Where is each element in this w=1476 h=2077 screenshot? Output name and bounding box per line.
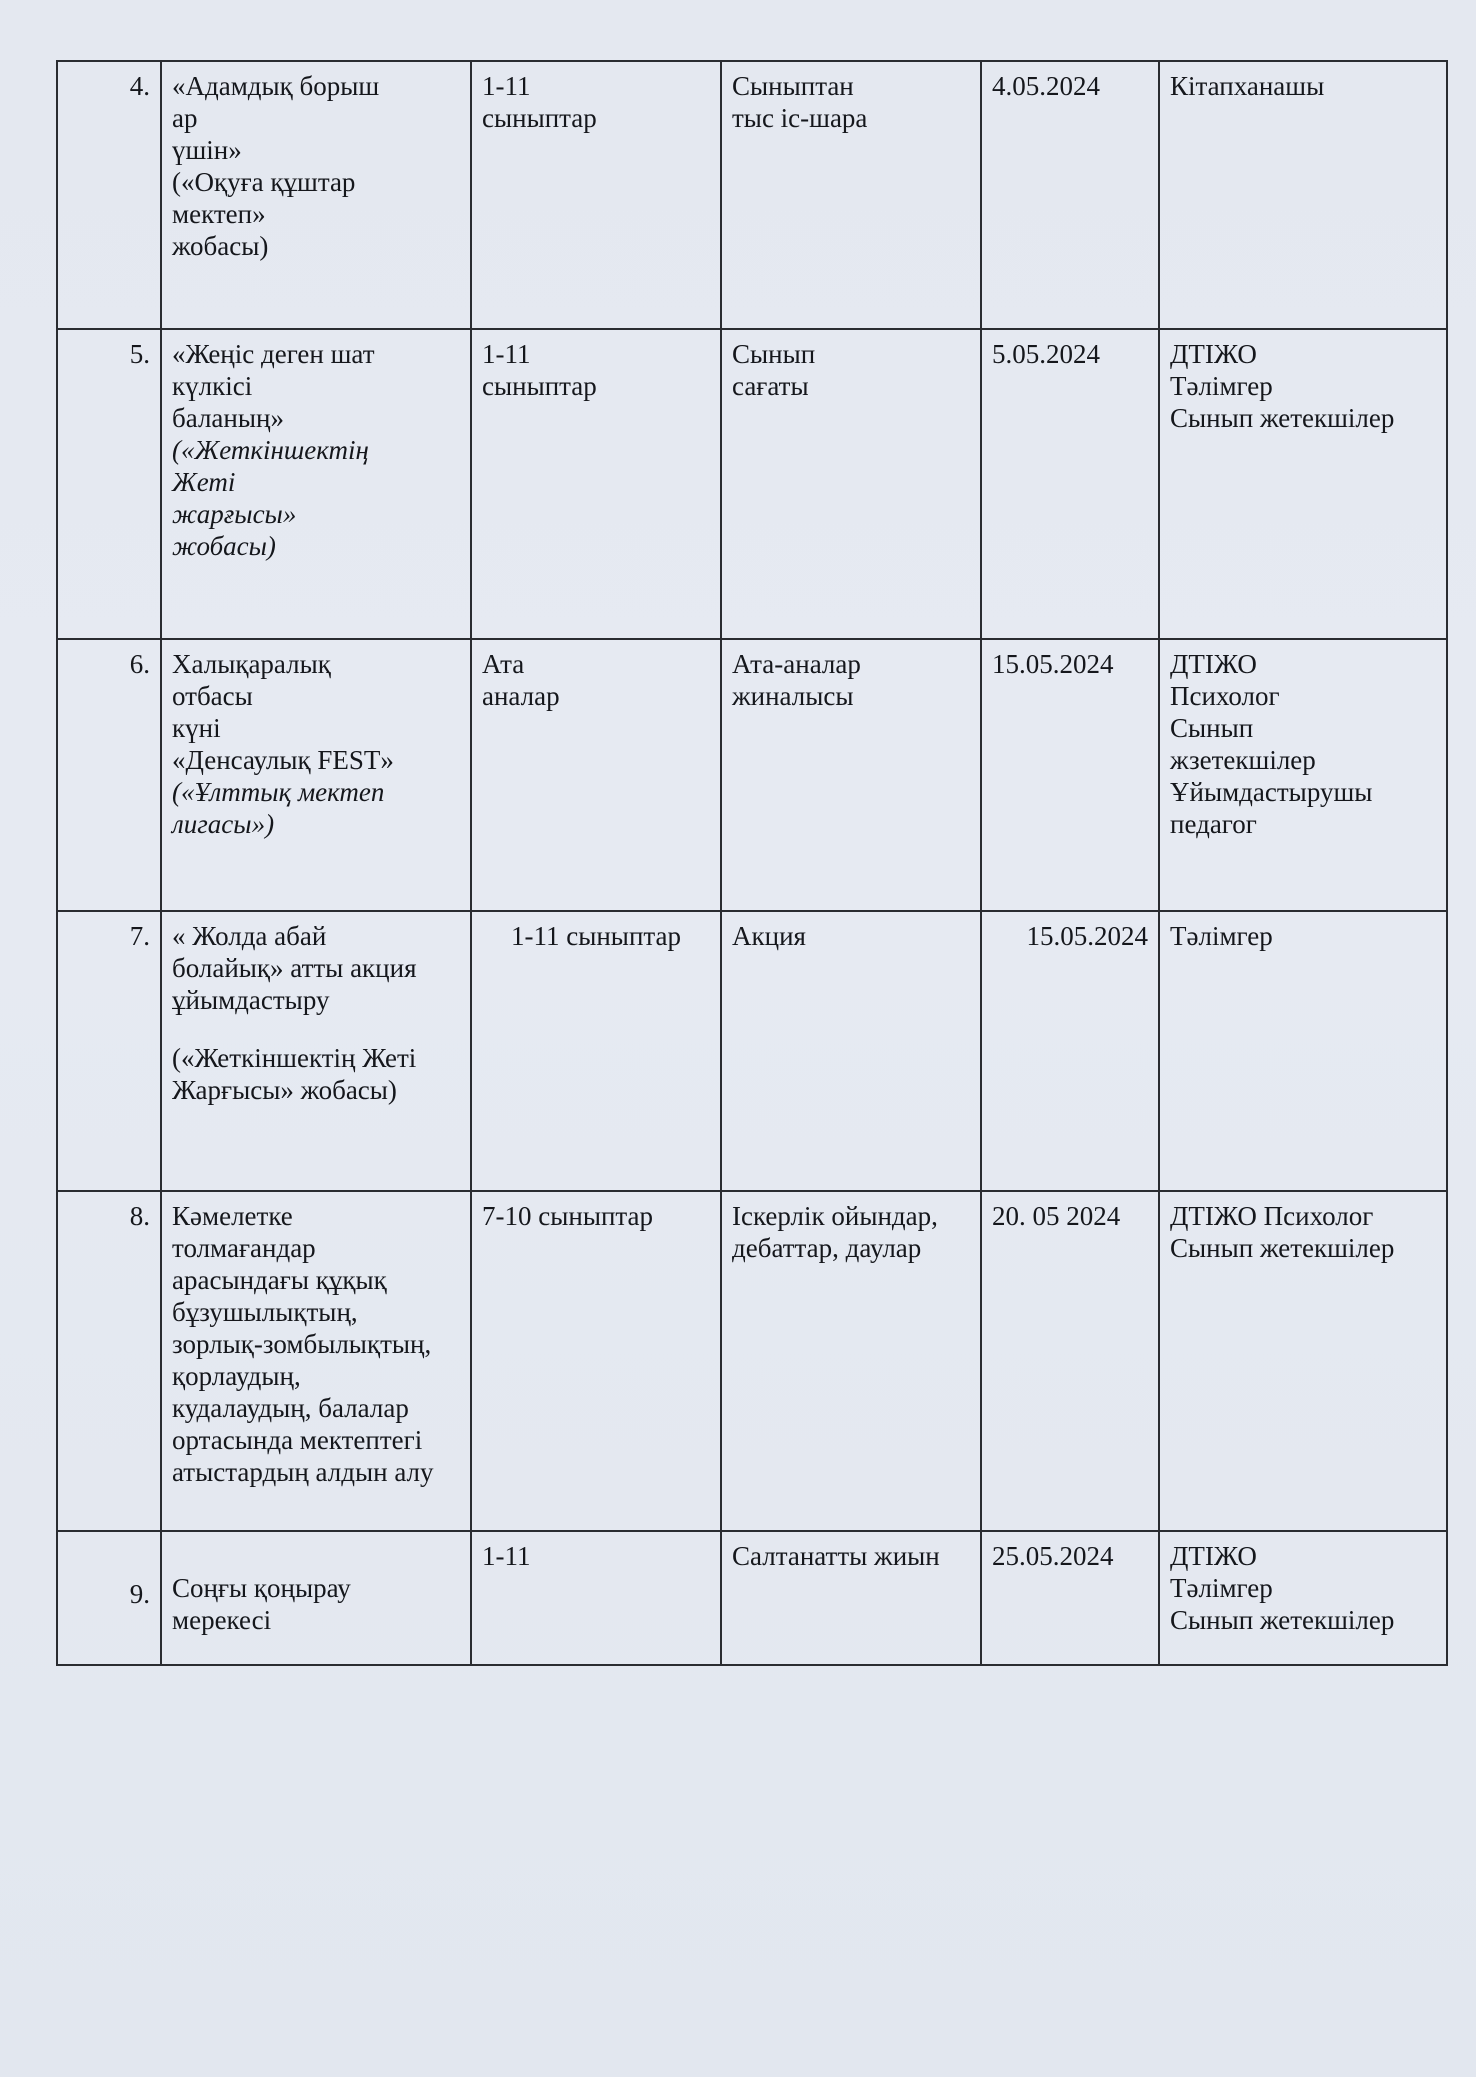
participants: 1-11	[471, 1531, 721, 1665]
row-number: 6.	[57, 639, 161, 911]
table-row	[57, 1531, 1447, 1665]
event-date: 5.05.2024	[981, 329, 1159, 639]
responsible: Тәлімгер	[1159, 911, 1447, 1191]
event-form: Салтанатты жиын	[721, 1531, 981, 1665]
row-number: 4.	[57, 61, 161, 329]
event-name: Кәмелетке толмағандар арасындағы құқық бұзушылықтың, зорлық-зомбылықтың, қорлаудың, кудалаудың, балалар ортасында мектептегі атыстардың алдын алу	[161, 1191, 471, 1531]
participants: 1-11 сыныптар	[471, 329, 721, 639]
table-row	[57, 1191, 1447, 1531]
event-date: 25.05.2024	[981, 1531, 1159, 1665]
row-number: 8.	[57, 1191, 161, 1531]
table-row	[57, 61, 1447, 329]
event-date: 20. 05 2024	[981, 1191, 1159, 1531]
participants: 1-11 сыныптар	[471, 61, 721, 329]
event-date: 15.05.2024	[981, 639, 1159, 911]
table-row	[57, 911, 1447, 1191]
row-number: 5.	[57, 329, 161, 639]
event-plan-table	[56, 60, 1448, 1666]
participants: Ата аналар	[471, 639, 721, 911]
event-name: Халықаралық отбасы күні «Денсаулық FEST» («Ұлттық мектеп лигасы»)	[161, 639, 471, 911]
event-name: «Жеңіс деген шат күлкісі баланың» («Жеткіншектің Жеті жарғысы» жобасы)	[161, 329, 471, 639]
event-name: « Жолда абай болайық» атты акция ұйымдастыру («Жеткіншектің Жеті Жарғысы» жобасы)	[161, 911, 471, 1191]
responsible: ДТІЖО Тәлімгер Сынып жетекшілер	[1159, 329, 1447, 639]
event-date: 4.05.2024	[981, 61, 1159, 329]
event-form: Іскерлік ойындар, дебаттар, даулар	[721, 1191, 981, 1531]
responsible: ДТІЖО Психолог Сынып жзетекшілер Ұйымдастырушы педагог	[1159, 639, 1447, 911]
table-row	[57, 639, 1447, 911]
participants: 7-10 сыныптар	[471, 1191, 721, 1531]
event-name: «Адамдық борыш ар үшін» («Оқуға құштар мектеп» жобасы)	[161, 61, 471, 329]
participants: 1-11 сыныптар	[471, 911, 721, 1191]
row-number: 7.	[57, 911, 161, 1191]
event-form: Акция	[721, 911, 981, 1191]
table-row	[57, 329, 1447, 639]
event-form: Сыныптан тыс іс-шара	[721, 61, 981, 329]
event-date: 15.05.2024	[981, 911, 1159, 1191]
event-form: Ата-аналар жиналысы	[721, 639, 981, 911]
event-name: Соңғы қоңырау мерекесі	[161, 1531, 471, 1665]
event-form: Сынып сағаты	[721, 329, 981, 639]
responsible: ДТІЖО Психолог Сынып жетекшілер	[1159, 1191, 1447, 1531]
row-number: 9.	[57, 1531, 161, 1665]
responsible: ДТІЖО Тәлімгер Сынып жетекшілер	[1159, 1531, 1447, 1665]
plan-table-container	[56, 60, 1446, 1666]
responsible: Кітапханашы	[1159, 61, 1447, 329]
